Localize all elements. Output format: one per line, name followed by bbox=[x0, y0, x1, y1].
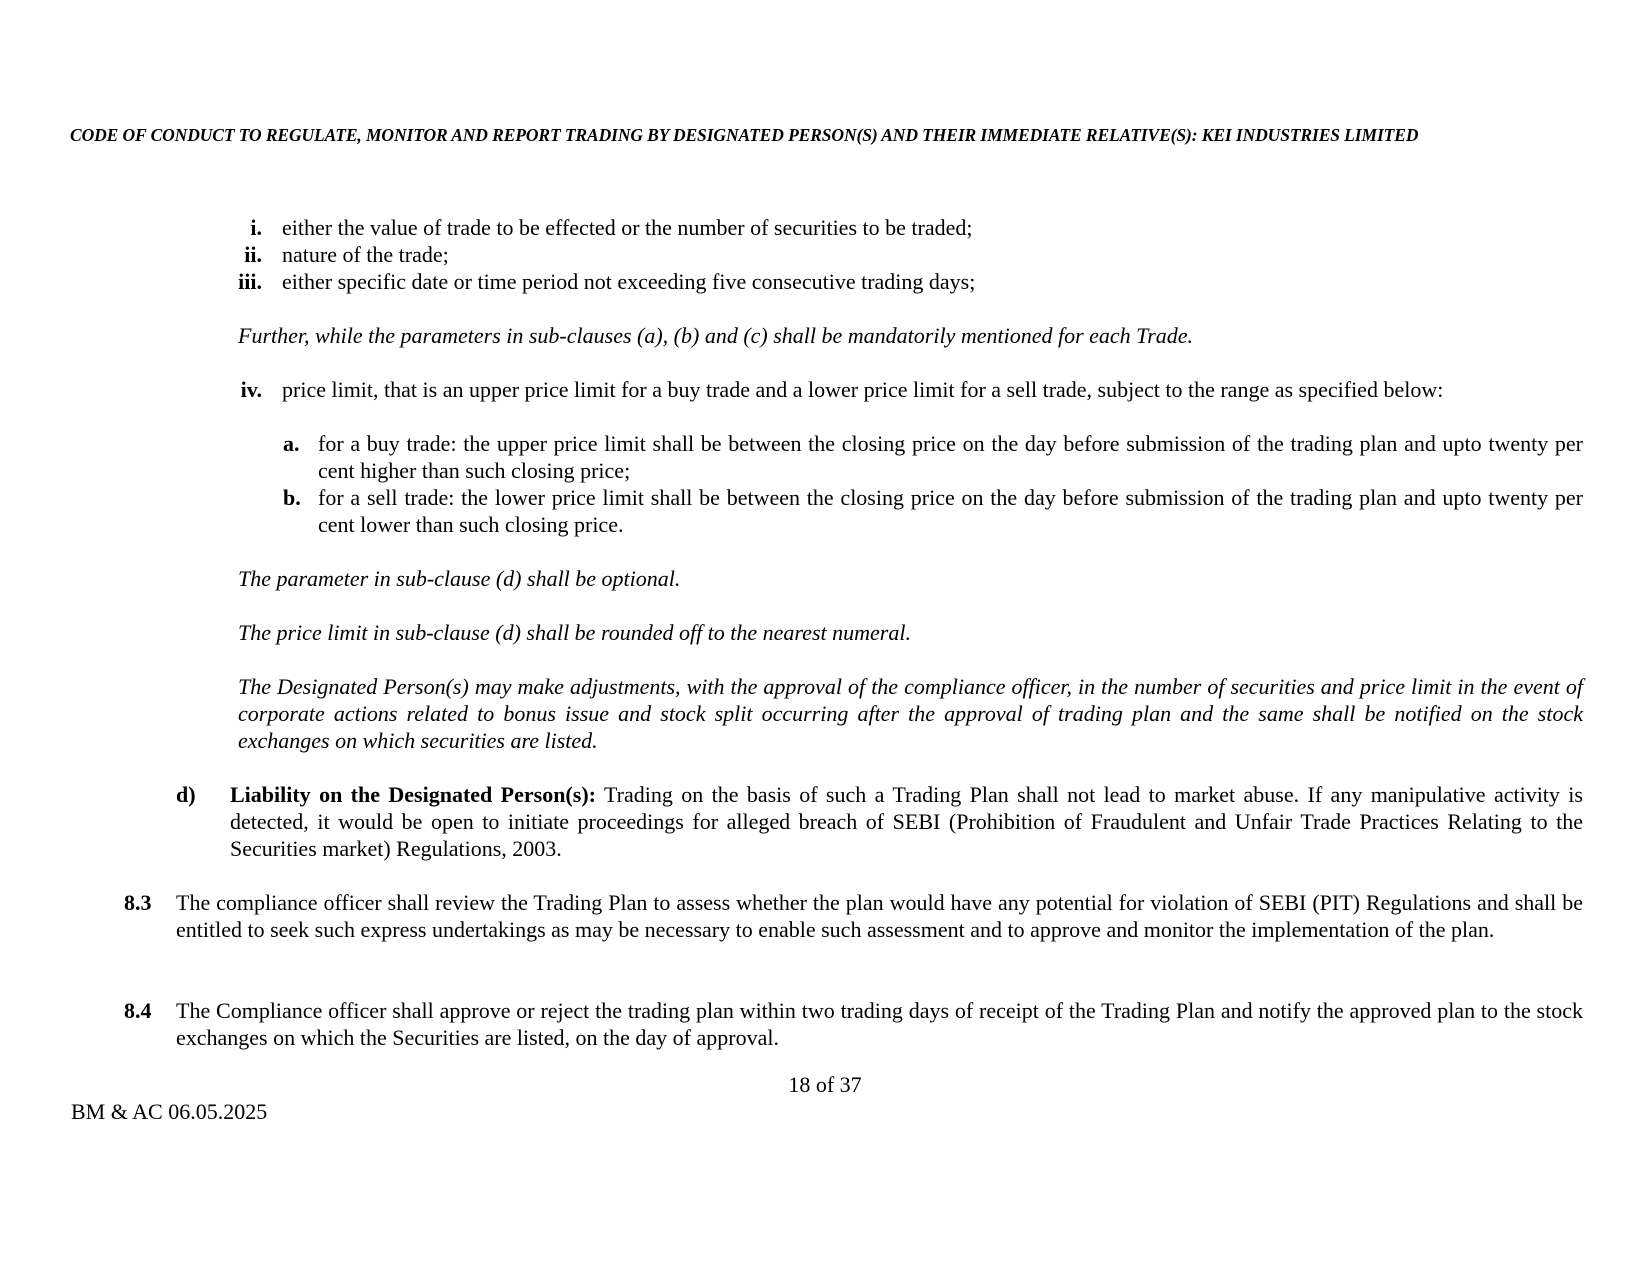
roman-item-text: nature of the trade; bbox=[282, 242, 449, 267]
sub-item-text: for a buy trade: the upper price limit shall be between the closing price on the day before submission of the trading plan and upto twenty per cent higher than such closing price; bbox=[318, 431, 1583, 483]
roman-item-text: either the value of trade to be effected or the number of securities to be traded; bbox=[282, 215, 973, 240]
note-adjustments: The Designated Person(s) may make adjustments, with the approval of the compliance officer, in the number of securities and price limit in the event of corporate actions related to bonus issue and stock split occurring after the approval of trading plan and the same shall be notified on the stock exchanges on which securities are listed. bbox=[238, 674, 1583, 753]
sub-item-letter: a. bbox=[283, 431, 300, 456]
section-8-3-text: The compliance officer shall review the Trading Plan to assess whether the plan would have any potential for violation of SEBI (PIT) Regulations and shall be entitled to seek such express undertakings as may be necessary to enable such assessment and to approve and monitor the implementation of the plan. bbox=[176, 890, 1583, 942]
roman-item-number: iii. bbox=[238, 269, 262, 294]
note-optional: The parameter in sub-clause (d) shall be optional. bbox=[238, 566, 681, 591]
clause-d-paragraph bbox=[230, 781, 1583, 862]
page-number: 18 of 37 bbox=[788, 1072, 862, 1097]
section-8-3-number: 8.3 bbox=[124, 890, 152, 915]
clause-d-number: d) bbox=[176, 782, 196, 807]
footer-date: BM & AC 06.05.2025 bbox=[71, 1099, 268, 1124]
section-8-4-text: The Compliance officer shall approve or reject the trading plan within two trading days of receipt of the Trading Plan and notify the approved plan to the stock exchanges on which the Securities are listed, on the day of approval. bbox=[176, 998, 1583, 1050]
section-8-4-number: 8.4 bbox=[124, 998, 152, 1023]
roman-item-text: either specific date or time period not exceeding five consecutive trading days; bbox=[282, 269, 976, 294]
sub-item-letter: b. bbox=[283, 485, 301, 510]
sub-item-text: for a sell trade: the lower price limit shall be between the closing price on the day before submission of the trading plan and upto twenty per cent lower than such closing price. bbox=[318, 485, 1583, 537]
clause-d-text: Trading on the basis of such a Trading Plan shall not lead to market abuse. If any manipulative activity is detected, it would be open to initiate proceedings for alleged breach of SEBI (Prohibition of Fraudulent and Unfair Trade Practices Relating to the Securities market) Regulations, 2003. bbox=[230, 782, 1583, 861]
note-rounded: The price limit in sub-clause (d) shall be rounded off to the nearest numeral. bbox=[238, 620, 911, 645]
roman-item-text: price limit, that is an upper price limit for a buy trade and a lower price limit for a sell trade, subject to the range as specified below: bbox=[282, 377, 1444, 402]
note-mandatory-parameters: Further, while the parameters in sub-clauses (a), (b) and (c) shall be mandatorily mentioned for each Trade. bbox=[238, 323, 1194, 348]
roman-item-number: iv. bbox=[240, 377, 262, 402]
roman-item-number: i. bbox=[250, 215, 262, 240]
clause-d-heading: Liability on the Designated Person(s): bbox=[230, 782, 596, 807]
document-header: CODE OF CONDUCT TO REGULATE, MONITOR AND REPORT TRADING BY DESIGNATED PERSON(S) AND THEIR IMMEDIATE RELATIVE(S): KEI INDUSTRIES LIMITED bbox=[70, 125, 1419, 145]
roman-item-number: ii. bbox=[244, 242, 262, 267]
